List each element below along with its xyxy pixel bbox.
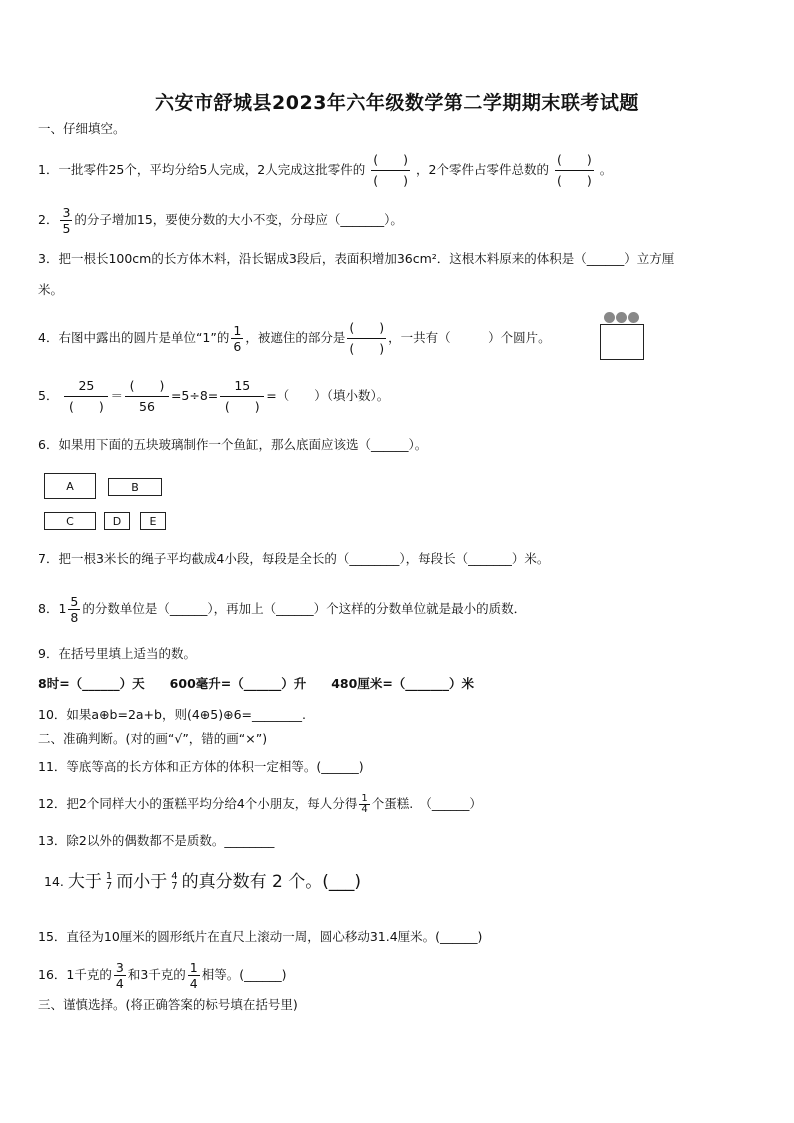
question-13: 13．除2以外的偶数都不是质数。________ [38, 833, 275, 848]
q5-number: 5． [38, 388, 59, 403]
question-11: 11．等底等高的长方体和正方体的体积一定相等。(______) [38, 759, 364, 774]
section-2-heading: 二、准确判断。(对的画“√”，错的画“×”) [38, 731, 268, 746]
section-1-heading: 一、仔细填空。 [38, 121, 126, 136]
glass-piece-a: A [44, 473, 96, 499]
q16-fraction-1: $\frac{3}{4}$ [115, 960, 124, 991]
circle-disc [604, 312, 615, 323]
q12-text-a: 12．把2个同样大小的蛋糕平均分给4个小朋友，每人分得 [38, 796, 358, 811]
q5-fraction-3[interactable]: 15 ( ) [220, 376, 264, 417]
q5-mid: =5÷8= [170, 388, 219, 403]
glass-piece-b: B [108, 478, 162, 496]
question-15: 15．直径为10厘米的圆形纸片在直尺上滚动一周，圆心移动31.4厘米。(______) [38, 929, 483, 944]
q4-text-b: ，被遮住的部分是 [245, 330, 346, 345]
question-5: 5． 25 ( ) ＝ ( ) 56 =5÷8= 15 ( ) =（ ）（填小数）。 [38, 376, 389, 417]
q16-text-b: 和3千克的 [127, 967, 186, 982]
q14-fraction-2: 4 7 [171, 871, 178, 892]
q4-blank-fraction[interactable]: ( ) ( ) [349, 320, 385, 356]
q1-text-a: 1．一批零件25个，平均分给5人完成，2人完成这批零件的 [38, 162, 366, 177]
q14-fraction-1: 1 7 [105, 871, 113, 892]
glass-piece-c: C [44, 512, 96, 530]
question-9-blanks: 8时=（______）天 600毫升=（______）升 480厘米=（_______）米 [38, 676, 475, 691]
q16-text-c: 相等。(______) [201, 967, 287, 982]
question-7: 7．把一根3米长的绳子平均截成4小段，每段是全长的（________），每段长（_______）米。 [38, 551, 550, 566]
q12-fraction: $\frac{1}{4}$ [361, 793, 368, 815]
question-2 [38, 205, 403, 236]
q14-number: 14. [44, 874, 64, 889]
q1-text-c: 。 [599, 162, 613, 177]
q5-fraction-1[interactable]: 25 ( ) [64, 376, 108, 417]
q4-circles-figure [600, 310, 644, 360]
question-9: 9．在括号里填上适当的数。 [38, 646, 196, 661]
question-1 [38, 150, 612, 191]
q2-fraction: $\frac{3}{5}$ [62, 205, 71, 236]
section-3-heading: 三、谨慎选择。(将正确答案的标号填在括号里) [38, 997, 298, 1012]
q12-text-b: 个蛋糕. （______） [371, 796, 482, 811]
q8-number: 8．1 [38, 601, 67, 616]
cover-rectangle [600, 324, 644, 360]
question-8 [38, 594, 526, 625]
question-4 [38, 318, 551, 359]
q2-text: 的分子增加15，要使分数的大小不变，分母应（_______）。 [74, 212, 403, 227]
question-12 [38, 794, 482, 815]
q4-fraction: $\frac{1}{6}$ [233, 323, 242, 354]
q8-text: 的分数单位是（______），再加上（______）个这样的分数单位就是最小的质数． [82, 601, 527, 616]
q2-number: 2． [38, 212, 59, 227]
q1-text-b: ，2个零件占零件总数的 [416, 162, 549, 177]
question-3-line-2: 米。 [38, 282, 64, 297]
q16-text-a: 16．1千克的 [38, 967, 112, 982]
q5-fraction-2[interactable]: ( ) 56 [125, 376, 169, 417]
question-3-line-1: 3．把一根长100cm的长方体木料，沿长锯成3段后，表面积增加36cm²．这根木料原来的体积是（______）立方厘 [38, 251, 675, 266]
question-10: 10．如果a⊕b=2a+b，则(4⊕5)⊕6=________. [38, 707, 306, 722]
q8-fraction: $\frac{5}{8}$ [70, 594, 79, 625]
q4-text-a: 4．右图中露出的圆片是单位“1”的 [38, 330, 230, 345]
question-6: 6．如果用下面的五块玻璃制作一个鱼缸，那么底面应该选（______）。 [38, 437, 428, 452]
q16-fraction-2: $\frac{1}{4}$ [189, 960, 198, 991]
question-16 [38, 960, 286, 991]
q1-blank-fraction-1[interactable]: ( ) ( ) [373, 152, 409, 188]
q14-text-b: 而小于 [116, 872, 168, 892]
q1-blank-fraction-2[interactable]: ( ) ( ) [556, 152, 592, 188]
q14-text-c: 的真分数有 2 个。(___) [181, 872, 362, 892]
question-14 [44, 872, 361, 892]
q4-text-c: ，一共有（ ）个圆片。 [388, 330, 551, 345]
circle-disc [628, 312, 639, 323]
q14-text-a: 大于 [67, 872, 102, 892]
glass-piece-e: E [140, 512, 166, 530]
q5-end: =（ ）（填小数）。 [266, 388, 390, 403]
circle-disc [616, 312, 627, 323]
glass-piece-d: D [104, 512, 130, 530]
page-title: 六安市舒城县2023年六年级数学第二学期期末联考试题 [155, 92, 639, 114]
